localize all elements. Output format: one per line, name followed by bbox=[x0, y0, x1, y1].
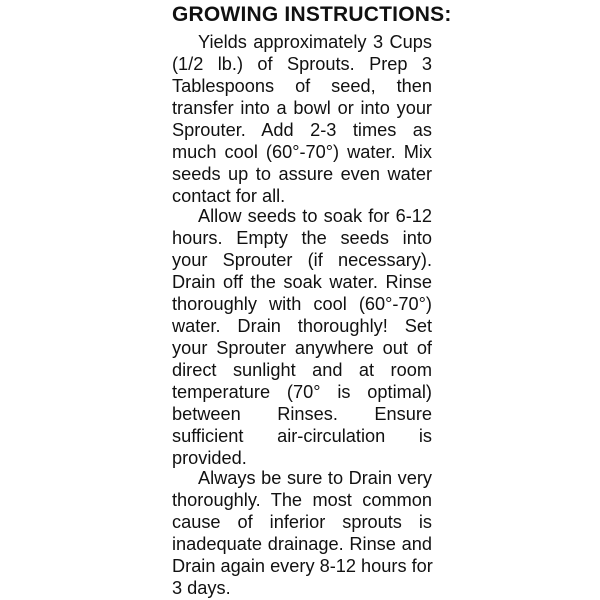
text-line: sufficient air-circulation is bbox=[172, 426, 432, 446]
text-line: seeds up to assure even water bbox=[172, 164, 432, 184]
text-line: direct sunlight and at room bbox=[172, 360, 432, 380]
text-line: between Rinses. Ensure bbox=[172, 404, 432, 424]
paragraph-drain bbox=[172, 467, 432, 599]
text-line: thoroughly with cool (60°-70°) bbox=[172, 294, 432, 314]
paragraph-soak bbox=[172, 205, 432, 469]
text-line: cause of inferior sprouts is bbox=[172, 512, 432, 532]
text-line: thoroughly. The most common bbox=[172, 490, 432, 510]
text-line: Drain again every 8-12 hours for bbox=[172, 556, 433, 576]
text-line: Yields approximately 3 Cups bbox=[198, 32, 432, 52]
text-line: Sprouter. Add 2-3 times as bbox=[172, 120, 432, 140]
text-line: Allow seeds to soak for 6-12 bbox=[198, 206, 432, 226]
text-line: inadequate drainage. Rinse and bbox=[172, 534, 432, 554]
text-line: Tablespoons of seed, then bbox=[172, 76, 432, 96]
text-line: (1/2 lb.) of Sprouts. Prep 3 bbox=[172, 54, 432, 74]
text-line: temperature (70° is optimal) bbox=[172, 382, 432, 402]
text-line: 3 days. bbox=[172, 578, 231, 598]
text-line: much cool (60°-70°) water. Mix bbox=[172, 142, 432, 162]
text-line: contact for all. bbox=[172, 186, 286, 206]
page-title: GROWING INSTRUCTIONS: bbox=[172, 3, 452, 26]
text-line: your Sprouter anywhere out of bbox=[172, 338, 432, 358]
text-line: hours. Empty the seeds into bbox=[172, 228, 432, 248]
text-line: provided. bbox=[172, 448, 247, 468]
paragraph-yield bbox=[172, 31, 432, 207]
text-line: Drain off the soak water. Rinse bbox=[172, 272, 432, 292]
text-line: Always be sure to Drain very bbox=[198, 468, 432, 488]
text-line: water. Drain thoroughly! Set bbox=[172, 316, 432, 336]
text-line: transfer into a bowl or into your bbox=[172, 98, 432, 118]
text-line: your Sprouter (if necessary). bbox=[172, 250, 432, 270]
